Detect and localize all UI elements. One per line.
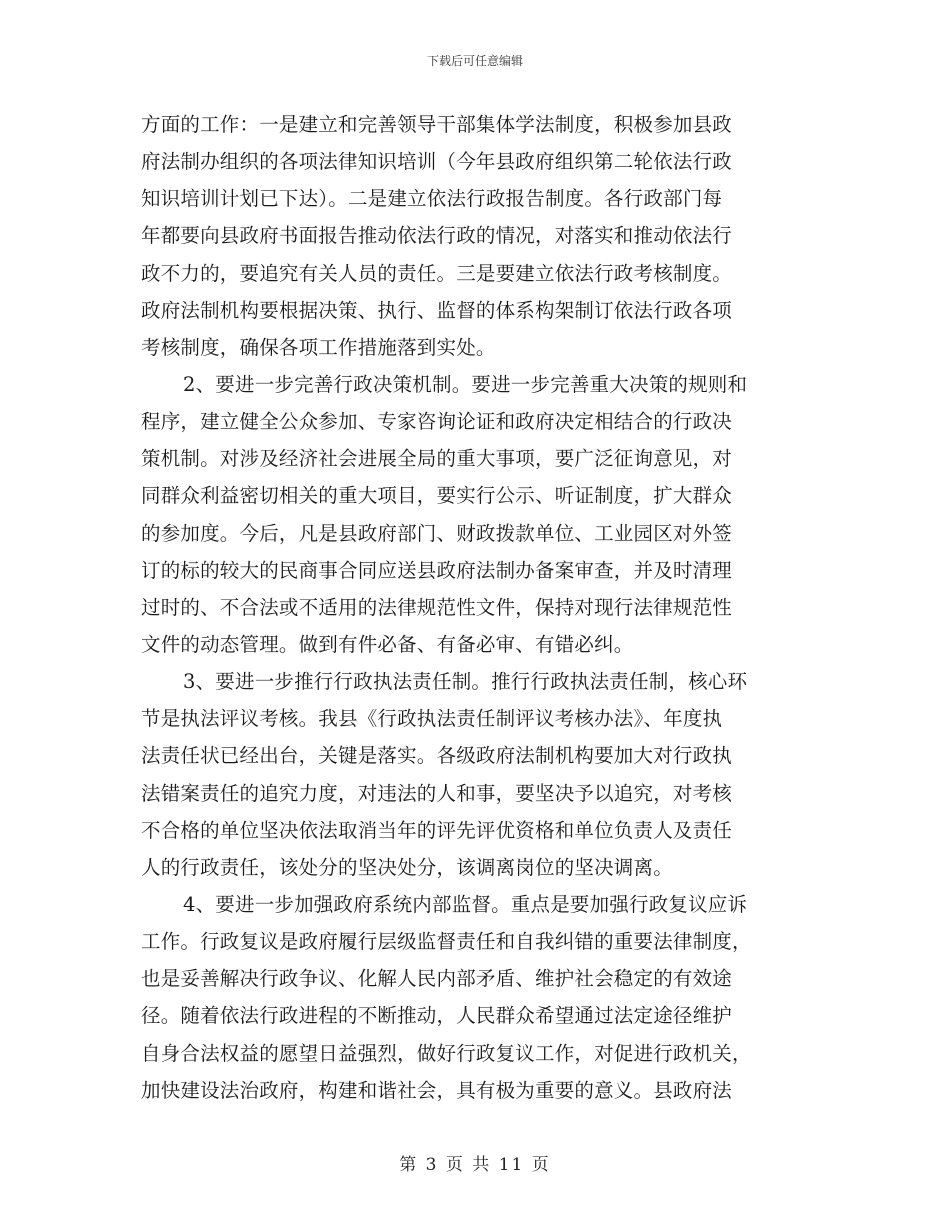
- paragraph-1-line: 政不力的，要追究有关人员的责任。三是要建立依法行政考核制度。: [141, 261, 733, 285]
- paragraph-4-line: 径。随着依法行政进程的不断推动，人民群众希望通过法定途径维护: [141, 1004, 733, 1028]
- paragraph-3-line: 节是执法评议考核。我县《行政执法责任制评议考核办法》、年度执: [141, 707, 723, 731]
- paragraph-3-line: 法责任状已经出台，关键是落实。各级政府法制机构要加大对行政执: [141, 744, 733, 768]
- paragraph-1-line: 年都要向县政府书面报告推动依法行政的情况，对落实和推动依法行: [141, 224, 733, 248]
- paragraph-1-line: 政府法制机构要根据决策、执行、监督的体系构架制订依法行政各项: [141, 298, 733, 322]
- paragraph-2-line: 2、要进一步完善行政决策机制。要进一步完善重大决策的规则和: [183, 372, 748, 396]
- paragraph-4-line: 自身合法权益的愿望日益强烈，做好行政复议工作，对促进行政机关，: [141, 1041, 752, 1065]
- paragraph-1-line: 考核制度，确保各项工作措施落到实处。: [141, 335, 496, 359]
- paragraph-3-line: 法错案责任的追究力度，对违法的人和事，要坚决予以追究，对考核: [141, 781, 733, 805]
- paragraph-4-line: 加快建设法治政府，构建和谐社会，具有极为重要的意义。县政府法: [141, 1078, 733, 1102]
- paragraph-2-line: 同群众利益密切相关的重大项目，要实行公示、听证制度，扩大群众: [141, 484, 733, 508]
- paragraph-3-line: 3、要进一步推行行政执法责任制。推行行政执法责任制，核心环: [183, 670, 748, 694]
- paragraph-4-line: 工作。行政复议是政府履行层级监督责任和自我纠错的重要法律制度，: [141, 930, 752, 954]
- paragraph-1-line: 知识培训计划已下达）。二是建立依法行政报告制度。各行政部门每: [141, 187, 723, 211]
- paragraph-2-line: 过时的、不合法或不适用的法律规范性文件，保持对现行法律规范性: [141, 595, 733, 619]
- paragraph-1-line: 府法制办组织的各项法律知识培训（今年县政府组织第二轮依法行政: [141, 150, 733, 174]
- paragraph-3-line: 人的行政责任，该处分的坚决处分，该调离岗位的坚决调离。: [141, 855, 673, 879]
- paragraph-4-line: 也是妥善解决行政争议、化解人民内部矛盾、维护社会稳定的有效途: [141, 967, 733, 991]
- paragraph-2-line: 程序，建立健全公众参加、专家咨询论证和政府决定相结合的行政决: [141, 410, 733, 434]
- paragraph-2-line: 策机制。对涉及经济社会进展全局的重大事项，要广泛征询意见，对: [141, 447, 733, 471]
- paragraph-2-line: 文件的动态管理。做到有件必备、有备必审、有错必纠。: [141, 632, 634, 656]
- paragraph-3-line: 不合格的单位坚决依法取消当年的评先评优资格和单位负责人及责任: [141, 818, 733, 842]
- paragraph-1-line: 方面的工作：一是建立和完善领导干部集体学法制度，积极参加县政: [141, 113, 733, 136]
- paragraph-2-line: 的参加度。今后，凡是县政府部门、财政拨款单位、工业园区对外签: [141, 521, 733, 545]
- page-header: 下载后可任意编辑: [426, 54, 523, 68]
- paragraph-2-line: 订的标的较大的民商事合同应送县政府法制办备案审查，并及时清理: [141, 558, 733, 582]
- page-footer: 第 3 页 共 11 页: [399, 1155, 551, 1175]
- paragraph-4-line: 4、要进一步加强政府系统内部监督。重点是要加强行政复议应诉: [183, 892, 748, 916]
- document-body: [141, 106, 806, 1109]
